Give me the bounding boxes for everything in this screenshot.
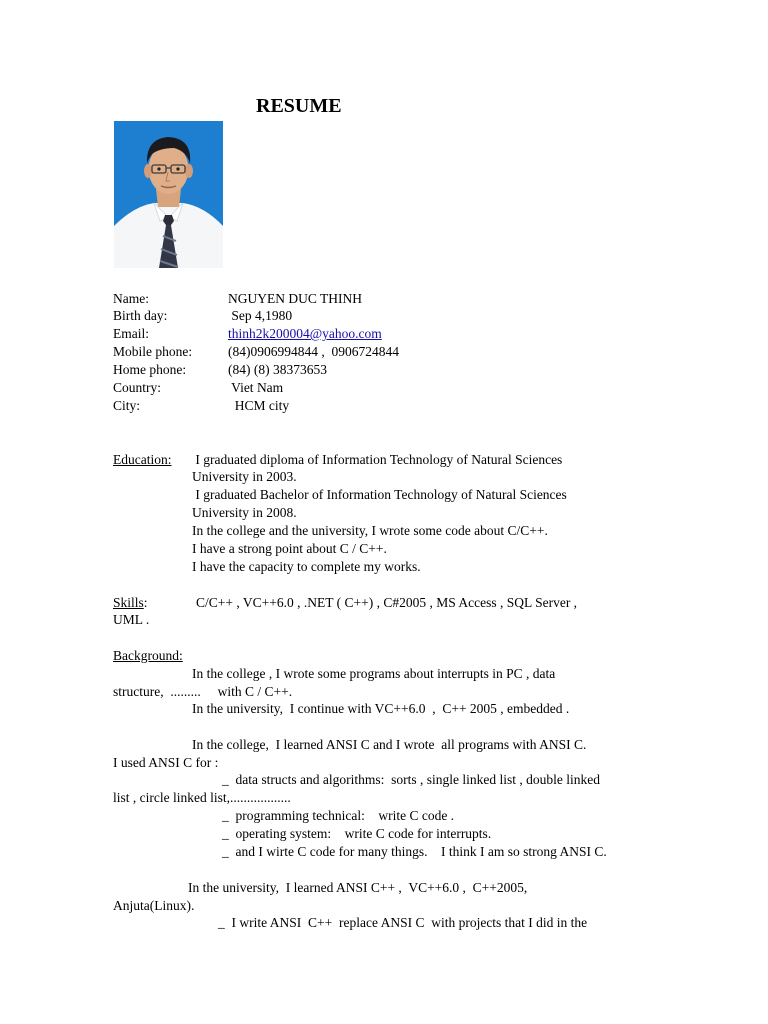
city-label: City: (113, 398, 141, 413)
background-line: I used ANSI C for : (113, 755, 219, 770)
country-label: Country: (113, 380, 162, 395)
home-phone-label: Home phone: (113, 362, 187, 377)
email-link[interactable]: thinh2k200004@yahoo.com (228, 326, 382, 341)
background-line: Anjuta(Linux). (113, 898, 195, 913)
page-title: RESUME (256, 95, 342, 117)
education-line: I graduated Bachelor of Information Technology of Natural Sciences (192, 487, 567, 502)
background-line: In the college, I learned ANSI C and I wrote all programs with ANSI C. (192, 737, 587, 752)
education-line: I have the capacity to complete my works. (192, 559, 421, 574)
education-line: University in 2008. (192, 505, 297, 520)
background-line: _ and I wirte C code for many things. I think I am so strong ANSI C. (222, 844, 607, 859)
portrait-photo-icon (114, 121, 223, 268)
education-line: I graduated diploma of Information Technology of Natural Sciences (192, 452, 563, 467)
home-phone-value: (84) (8) 38373653 (228, 362, 327, 377)
mobile-value: (84)0906994844 , 0906724844 (228, 344, 399, 359)
skills-line: C/C++ , VC++6.0 , .NET ( C++) , C#2005 , MS Access , SQL Server , (196, 595, 578, 610)
email-label: Email: (113, 326, 149, 341)
background-line: In the college , I wrote some programs about interrupts in PC , data (192, 666, 556, 681)
name-value: NGUYEN DUC THINH (228, 291, 362, 306)
name-label: Name: (113, 291, 149, 306)
background-line: _ I write ANSI C++ replace ANSI C with projects that I did in the (218, 915, 588, 930)
background-line: In the university, I continue with VC++6.0 , C++ 2005 , embedded . (192, 701, 570, 716)
city-value: HCM city (228, 398, 290, 413)
education-line: I have a strong point about C / C++. (192, 541, 387, 556)
birthday-value: Sep 4,1980 (228, 308, 293, 323)
mobile-label: Mobile phone: (113, 344, 193, 359)
background-line: structure, ......... with C / C++. (113, 684, 293, 699)
portrait-photo (114, 121, 223, 268)
education-heading: Education: (113, 452, 172, 467)
skills-line: UML . (113, 612, 150, 627)
country-value: Viet Nam (228, 380, 284, 395)
skills-colon: : (143, 595, 148, 610)
background-heading: Background: (113, 648, 183, 663)
background-line: list , circle linked list,.................. (113, 790, 291, 805)
skills-heading: Skills (113, 595, 144, 610)
education-line: In the college and the university, I wrote some code about C/C++. (192, 523, 548, 538)
background-line: _ data structs and algorithms: sorts , single linked list , double linked (222, 772, 600, 787)
skills-heading-wrap (113, 594, 148, 611)
background-line: _ programming technical: write C code . (222, 808, 455, 823)
background-line: In the university, I learned ANSI C++ , VC++6.0 , C++2005, (188, 880, 528, 895)
education-line: University in 2003. (192, 469, 297, 484)
birthday-label: Birth day: (113, 308, 168, 323)
background-line: _ operating system: write C code for interrupts. (222, 826, 492, 841)
